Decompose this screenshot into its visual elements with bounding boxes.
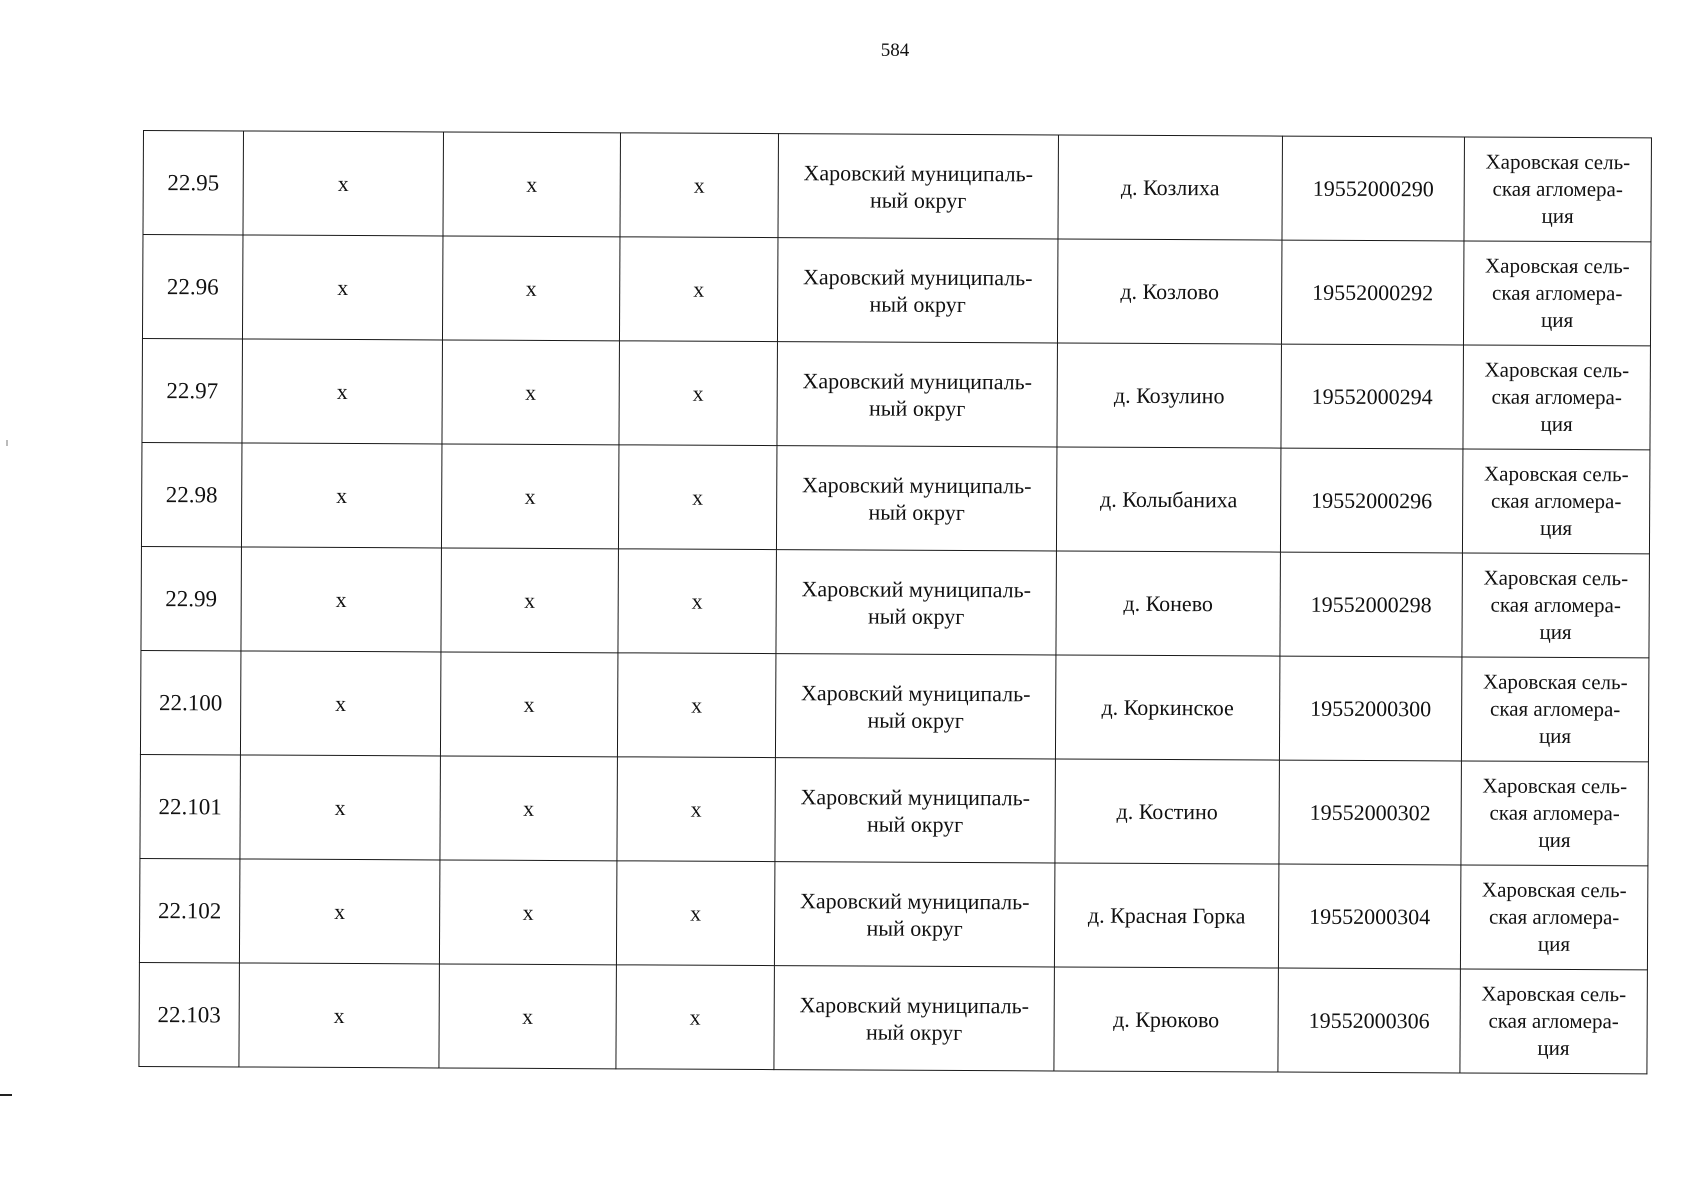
table-row (139, 858, 1647, 969)
table-row (139, 962, 1647, 1073)
row-number-cell: 22.103 (139, 962, 240, 1066)
column-3-cell: х (617, 757, 776, 862)
settlements-table (138, 130, 1652, 1074)
settlement-cell: д. Козлово (1057, 239, 1282, 344)
column-2-cell: х (442, 340, 620, 445)
settlement-cell: д. Козлиха (1058, 135, 1283, 240)
agglomeration-cell: Харовская сель- ская агломера- ция (1463, 241, 1651, 346)
settlement-cell: д. Красная Горка (1054, 863, 1279, 968)
table-row (141, 546, 1649, 657)
margin-mark (0, 1094, 12, 1096)
settlement-cell: д. Крюково (1054, 967, 1279, 1072)
agglomeration-cell: Харовская сель- ская агломера- ция (1462, 553, 1650, 658)
settlement-cell: д. Коркинское (1055, 655, 1280, 760)
column-2-cell: х (441, 548, 619, 653)
column-1-cell: х (241, 547, 442, 652)
oktmo-code-cell: 19552000304 (1278, 864, 1461, 969)
page-number: 584 (880, 40, 910, 61)
table-row (140, 650, 1648, 761)
oktmo-code-cell: 19552000294 (1281, 344, 1464, 449)
scan-speck (6, 440, 8, 446)
column-3-cell: х (620, 133, 779, 238)
column-1-cell: х (242, 339, 443, 444)
column-1-cell: х (242, 235, 443, 340)
row-number-cell: 22.97 (142, 338, 243, 442)
column-2-cell: х (439, 964, 617, 1069)
row-number-cell: 22.99 (141, 546, 242, 650)
table-row (142, 235, 1650, 346)
column-1-cell: х (241, 443, 442, 548)
table-body (139, 131, 1652, 1074)
row-number-cell: 22.100 (140, 650, 241, 754)
agglomeration-cell: Харовская сель- ская агломера- ция (1460, 865, 1648, 970)
settlement-cell: д. Козулино (1057, 343, 1282, 448)
district-cell: Харовский муниципаль- ный округ (777, 238, 1058, 343)
agglomeration-cell: Харовская сель- ская агломера- ция (1464, 137, 1652, 242)
oktmo-code-cell: 19552000296 (1280, 448, 1463, 553)
district-cell: Харовский муниципаль- ный округ (774, 862, 1055, 967)
column-3-cell: х (619, 341, 778, 446)
agglomeration-cell: Харовская сель- ская агломера- ция (1463, 345, 1651, 450)
district-cell: Харовский муниципаль- ный округ (776, 550, 1057, 655)
column-1-cell: х (239, 963, 440, 1068)
column-3-cell: х (618, 549, 777, 654)
district-cell: Харовский муниципаль- ный округ (775, 654, 1056, 759)
column-3-cell: х (616, 861, 775, 966)
settlements-table-wrap (138, 130, 1651, 1074)
settlement-cell: д. Конево (1056, 551, 1281, 656)
table-row (143, 131, 1651, 242)
column-2-cell: х (441, 444, 619, 549)
agglomeration-cell: Харовская сель- ская агломера- ция (1460, 969, 1648, 1074)
column-1-cell: х (243, 131, 444, 236)
oktmo-code-cell: 19552000300 (1279, 656, 1462, 761)
row-number-cell: 22.101 (140, 754, 241, 858)
column-1-cell: х (240, 651, 441, 756)
column-2-cell: х (443, 132, 621, 237)
column-2-cell: х (440, 652, 618, 757)
settlement-cell: д. Костино (1055, 759, 1280, 864)
district-cell: Харовский муниципаль- ный округ (778, 134, 1059, 239)
table-row (142, 338, 1650, 449)
district-cell: Харовский муниципаль- ный округ (775, 758, 1056, 863)
agglomeration-cell: Харовская сель- ская агломера- ция (1461, 761, 1649, 866)
district-cell: Харовский муниципаль- ный округ (776, 446, 1057, 551)
agglomeration-cell: Харовская сель- ская агломера- ция (1462, 449, 1650, 554)
settlement-cell: д. Колыбаниха (1056, 447, 1281, 552)
column-2-cell: х (439, 860, 617, 965)
oktmo-code-cell: 19552000306 (1278, 968, 1461, 1073)
district-cell: Харовский муниципаль- ный округ (774, 966, 1055, 1071)
oktmo-code-cell: 19552000302 (1279, 760, 1462, 865)
row-number-cell: 22.102 (139, 858, 240, 962)
row-number-cell: 22.96 (142, 235, 243, 339)
table-row (140, 754, 1648, 865)
column-2-cell: х (442, 236, 620, 341)
oktmo-code-cell: 19552000290 (1282, 136, 1465, 241)
column-2-cell: х (440, 756, 618, 861)
column-1-cell: х (240, 755, 441, 860)
agglomeration-cell: Харовская сель- ская агломера- ция (1461, 657, 1649, 762)
column-3-cell: х (619, 237, 778, 342)
row-number-cell: 22.95 (143, 131, 244, 235)
row-number-cell: 22.98 (141, 442, 242, 546)
district-cell: Харовский муниципаль- ный округ (777, 342, 1058, 447)
column-3-cell: х (618, 445, 777, 550)
oktmo-code-cell: 19552000292 (1281, 240, 1464, 345)
column-3-cell: х (616, 965, 775, 1070)
column-3-cell: х (617, 653, 776, 758)
oktmo-code-cell: 19552000298 (1280, 552, 1463, 657)
column-1-cell: х (239, 859, 440, 964)
table-row (141, 442, 1649, 553)
